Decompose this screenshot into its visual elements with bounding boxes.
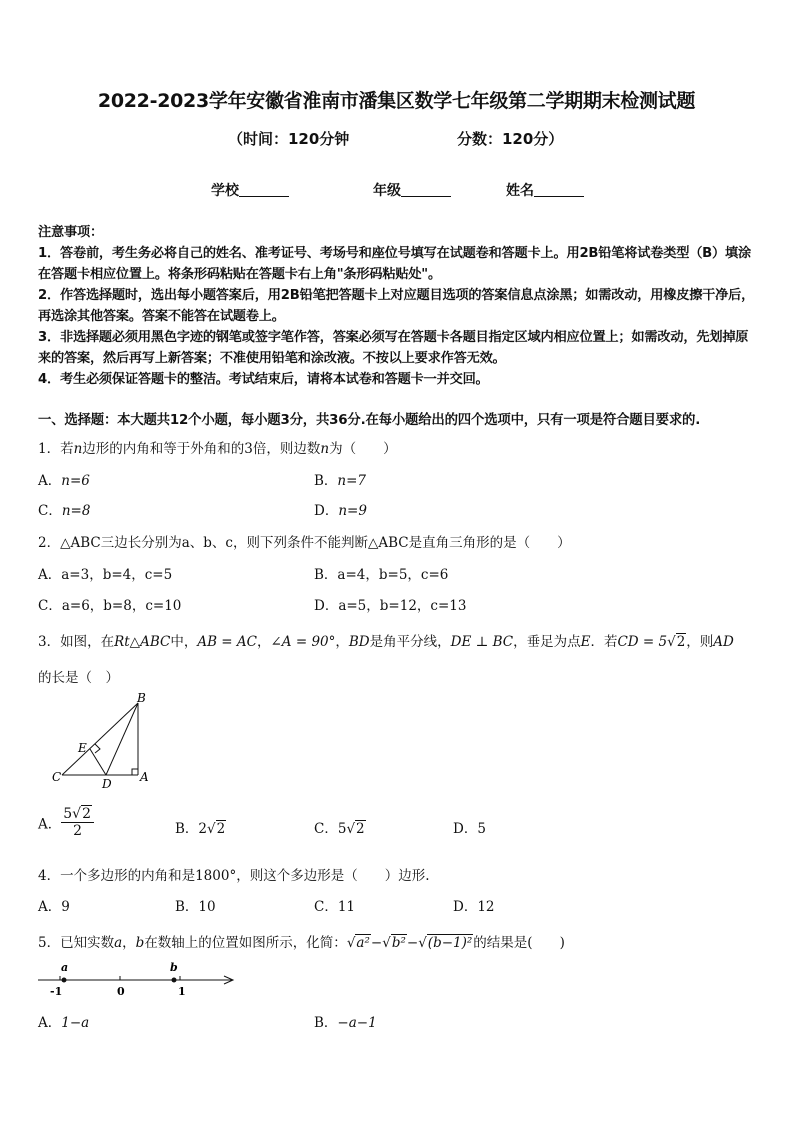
option-label: A． [38, 816, 62, 833]
radicand: 2 [356, 821, 365, 837]
school-label: 学校 [211, 183, 239, 199]
question-3-stem [38, 630, 734, 650]
label-d: D [102, 777, 112, 790]
q1-text: 边形的内角和等于外角和的3倍，则边数 [82, 441, 321, 457]
q3-option-d[interactable]: D．5 [453, 821, 486, 837]
option-label: B． [314, 1015, 338, 1031]
q3-text: ， [335, 634, 349, 650]
side-cb [62, 703, 138, 775]
point-a [62, 978, 67, 983]
label-a: A [140, 770, 149, 784]
q1-option-d[interactable] [314, 499, 367, 519]
q2-option-a[interactable]: A．a=3，b=4，c=5 [38, 567, 173, 583]
right-angle-e [95, 744, 100, 753]
exam-title: 2022-2023学年安徽省淮南市潘集区数学七年级第二学期期末检测试题 [97, 90, 696, 112]
option-label: C． [38, 503, 62, 519]
question-2-stem: 2．△ABC三边长分别为a、b、c，则下列条件不能判断△ABC是直角三角形的是（ ） [38, 535, 571, 551]
tick-label-neg1: -1 [50, 985, 63, 998]
radicand: a² [356, 935, 370, 951]
q3-math: Rt△ABC [114, 634, 171, 650]
coef: 2 [198, 821, 208, 837]
option-value: 1−a [61, 1015, 90, 1031]
radicand: 2 [216, 821, 226, 837]
q3-math: CD = 5 [617, 634, 668, 650]
q3-math: ∠A = 90° [270, 634, 336, 650]
option-value: n=9 [338, 503, 367, 519]
q5-text: 5．已知实数 [38, 935, 115, 951]
fraction-numerator [61, 806, 94, 823]
q5-text: 的结果是( ) [473, 935, 565, 951]
notice-item-4: 4．考生必须保证答题卡的整洁。考试结束后，请将本试卷和答题卡一并交回。 [38, 372, 489, 387]
school-blank[interactable] [239, 182, 289, 197]
option-label: A． [38, 1015, 62, 1031]
sqrt: √2 [346, 821, 365, 837]
school-field [211, 180, 289, 200]
name-field [506, 180, 584, 200]
q3-sqrt: √2 [667, 634, 686, 650]
q3-text: ， [256, 634, 271, 650]
q5-option-b[interactable] [314, 1011, 377, 1031]
sqrt: √2 [72, 806, 92, 822]
question-1-stem [38, 437, 397, 457]
q3-math: AB = AC [197, 634, 257, 650]
q3-math: BD [348, 634, 370, 650]
q3-math: AD [713, 634, 734, 650]
radicand: (b−1)² [427, 935, 473, 951]
q1-var: n [320, 441, 330, 457]
notice-item-1: 1．答卷前，考生务必将自己的姓名、准考证号、考场号和座位号填写在试题卷和答题卡上。用2B铅笔将试卷类型（B）填涂在答题卡相应位置上。将条形码粘贴在答题卡右上角"条形码粘贴处"。 [38, 246, 752, 282]
q3-option-b[interactable] [175, 817, 226, 837]
name-blank[interactable] [534, 182, 584, 197]
sqrt-a2: √a² [346, 935, 370, 951]
sqrt: √2 [207, 821, 226, 837]
q3-math: E [580, 634, 591, 650]
q5-text: 在数轴上的位置如图所示，化简： [144, 935, 347, 951]
q1-text: 1．若 [38, 441, 74, 457]
q5-var: a [114, 935, 123, 951]
q3-option-c[interactable] [314, 817, 366, 837]
question-3-stem-line2: 的长是（ ） [38, 670, 119, 686]
point-b [172, 978, 177, 983]
q2-option-d[interactable]: D．a=5，b=12，c=13 [314, 598, 467, 614]
q3-text: 3．如图，在 [38, 634, 115, 650]
q3-option-a[interactable] [38, 806, 94, 839]
coef: 5 [337, 821, 347, 837]
q1-option-a[interactable] [38, 469, 90, 489]
q2-option-b[interactable]: B．a=4，b=5，c=6 [314, 567, 449, 583]
option-label: A． [38, 473, 62, 489]
sqrt-b-minus-1: √(b−1)² [418, 935, 473, 951]
q4-option-c[interactable]: C．11 [314, 899, 356, 915]
number-line-figure [36, 958, 236, 998]
q1-var: n [73, 441, 83, 457]
tick-label-0: 0 [117, 985, 125, 998]
q2-option-c[interactable]: C．a=6，b=8，c=10 [38, 598, 182, 614]
option-label: C． [314, 821, 338, 837]
coef: 5 [63, 806, 73, 822]
q4-option-a[interactable]: A．9 [38, 899, 70, 915]
label-b: B [137, 691, 146, 705]
q5-text: ， [122, 935, 136, 951]
name-label: 姓名 [506, 183, 534, 199]
option-value: −a−1 [337, 1015, 377, 1031]
q3-text: 是角平分线， [369, 634, 451, 650]
fraction [61, 806, 94, 839]
q3-text: ，则 [686, 634, 714, 650]
option-value: n=6 [61, 473, 90, 489]
grade-label: 年级 [373, 183, 401, 199]
notice-item-3: 3．非选择题必须用黑色字迹的钢笔或签字笔作答，答案必须写在答题卡各题目指定区域内相应位置上；如需改动，先划掉原来的答案，然后再写上新答案；不准使用铅笔和涂改液。不按以上要求作答无效。 [38, 330, 749, 366]
option-label: B． [175, 821, 199, 837]
label-e: E [78, 741, 87, 755]
option-value: n=7 [337, 473, 367, 489]
tick-label-1: 1 [178, 985, 186, 998]
perp-de [90, 749, 106, 775]
minus-sign: − [406, 935, 419, 951]
exam-time: （时间：120分钟 [228, 130, 350, 148]
radicand: b² [391, 935, 406, 951]
q3-triangle-figure [50, 690, 160, 790]
sqrt-b2: √b² [382, 935, 406, 951]
q4-option-b[interactable]: B．10 [175, 899, 216, 915]
q5-var: b [135, 935, 145, 951]
question-5-stem [38, 931, 565, 951]
grade-blank[interactable] [401, 182, 451, 197]
option-value: n=8 [61, 503, 91, 519]
right-angle-a [132, 769, 138, 775]
label-point-a: a [61, 961, 69, 974]
q5-option-a[interactable] [38, 1011, 89, 1031]
q3-text: 中， [170, 634, 198, 650]
q1-option-c[interactable] [38, 499, 90, 519]
section-heading: 一、选择题：本大题共12个小题，每小题3分，共36分.在每小题给出的四个选项中，只有一项是符合题目要求的. [38, 413, 701, 428]
q1-option-b[interactable] [314, 469, 366, 489]
label-c: C [52, 770, 62, 784]
q1-text: 为（ ） [329, 441, 397, 457]
question-4-stem: 4．一个多边形的内角和是1800°，则这个多边形是（ ）边形. [38, 868, 430, 884]
bisector-bd [106, 703, 138, 775]
q3-math: DE ⊥ BC [450, 634, 514, 650]
minus-sign: − [370, 935, 383, 951]
radicand: 2 [676, 634, 686, 650]
label-point-b: b [170, 961, 178, 974]
exam-score: 分数：120分） [457, 130, 564, 148]
option-label: B． [314, 473, 338, 489]
q4-option-d[interactable]: D．12 [453, 899, 495, 915]
grade-field [373, 180, 451, 200]
option-label: D． [314, 503, 339, 519]
q3-text: ．若 [590, 634, 618, 650]
notice-heading: 注意事项： [38, 225, 103, 240]
radicand: 2 [82, 806, 92, 822]
notice-item-2: 2．作答选择题时，选出每小题答案后，用2B铅笔把答题卡上对应题目选项的答案信息点涂黑；如需改动，用橡皮擦干净后，再选涂其他答案。答案不能答在试题卷上。 [38, 288, 755, 324]
fraction-denominator: 2 [73, 823, 83, 839]
q3-text: ，垂足为点 [513, 634, 581, 650]
